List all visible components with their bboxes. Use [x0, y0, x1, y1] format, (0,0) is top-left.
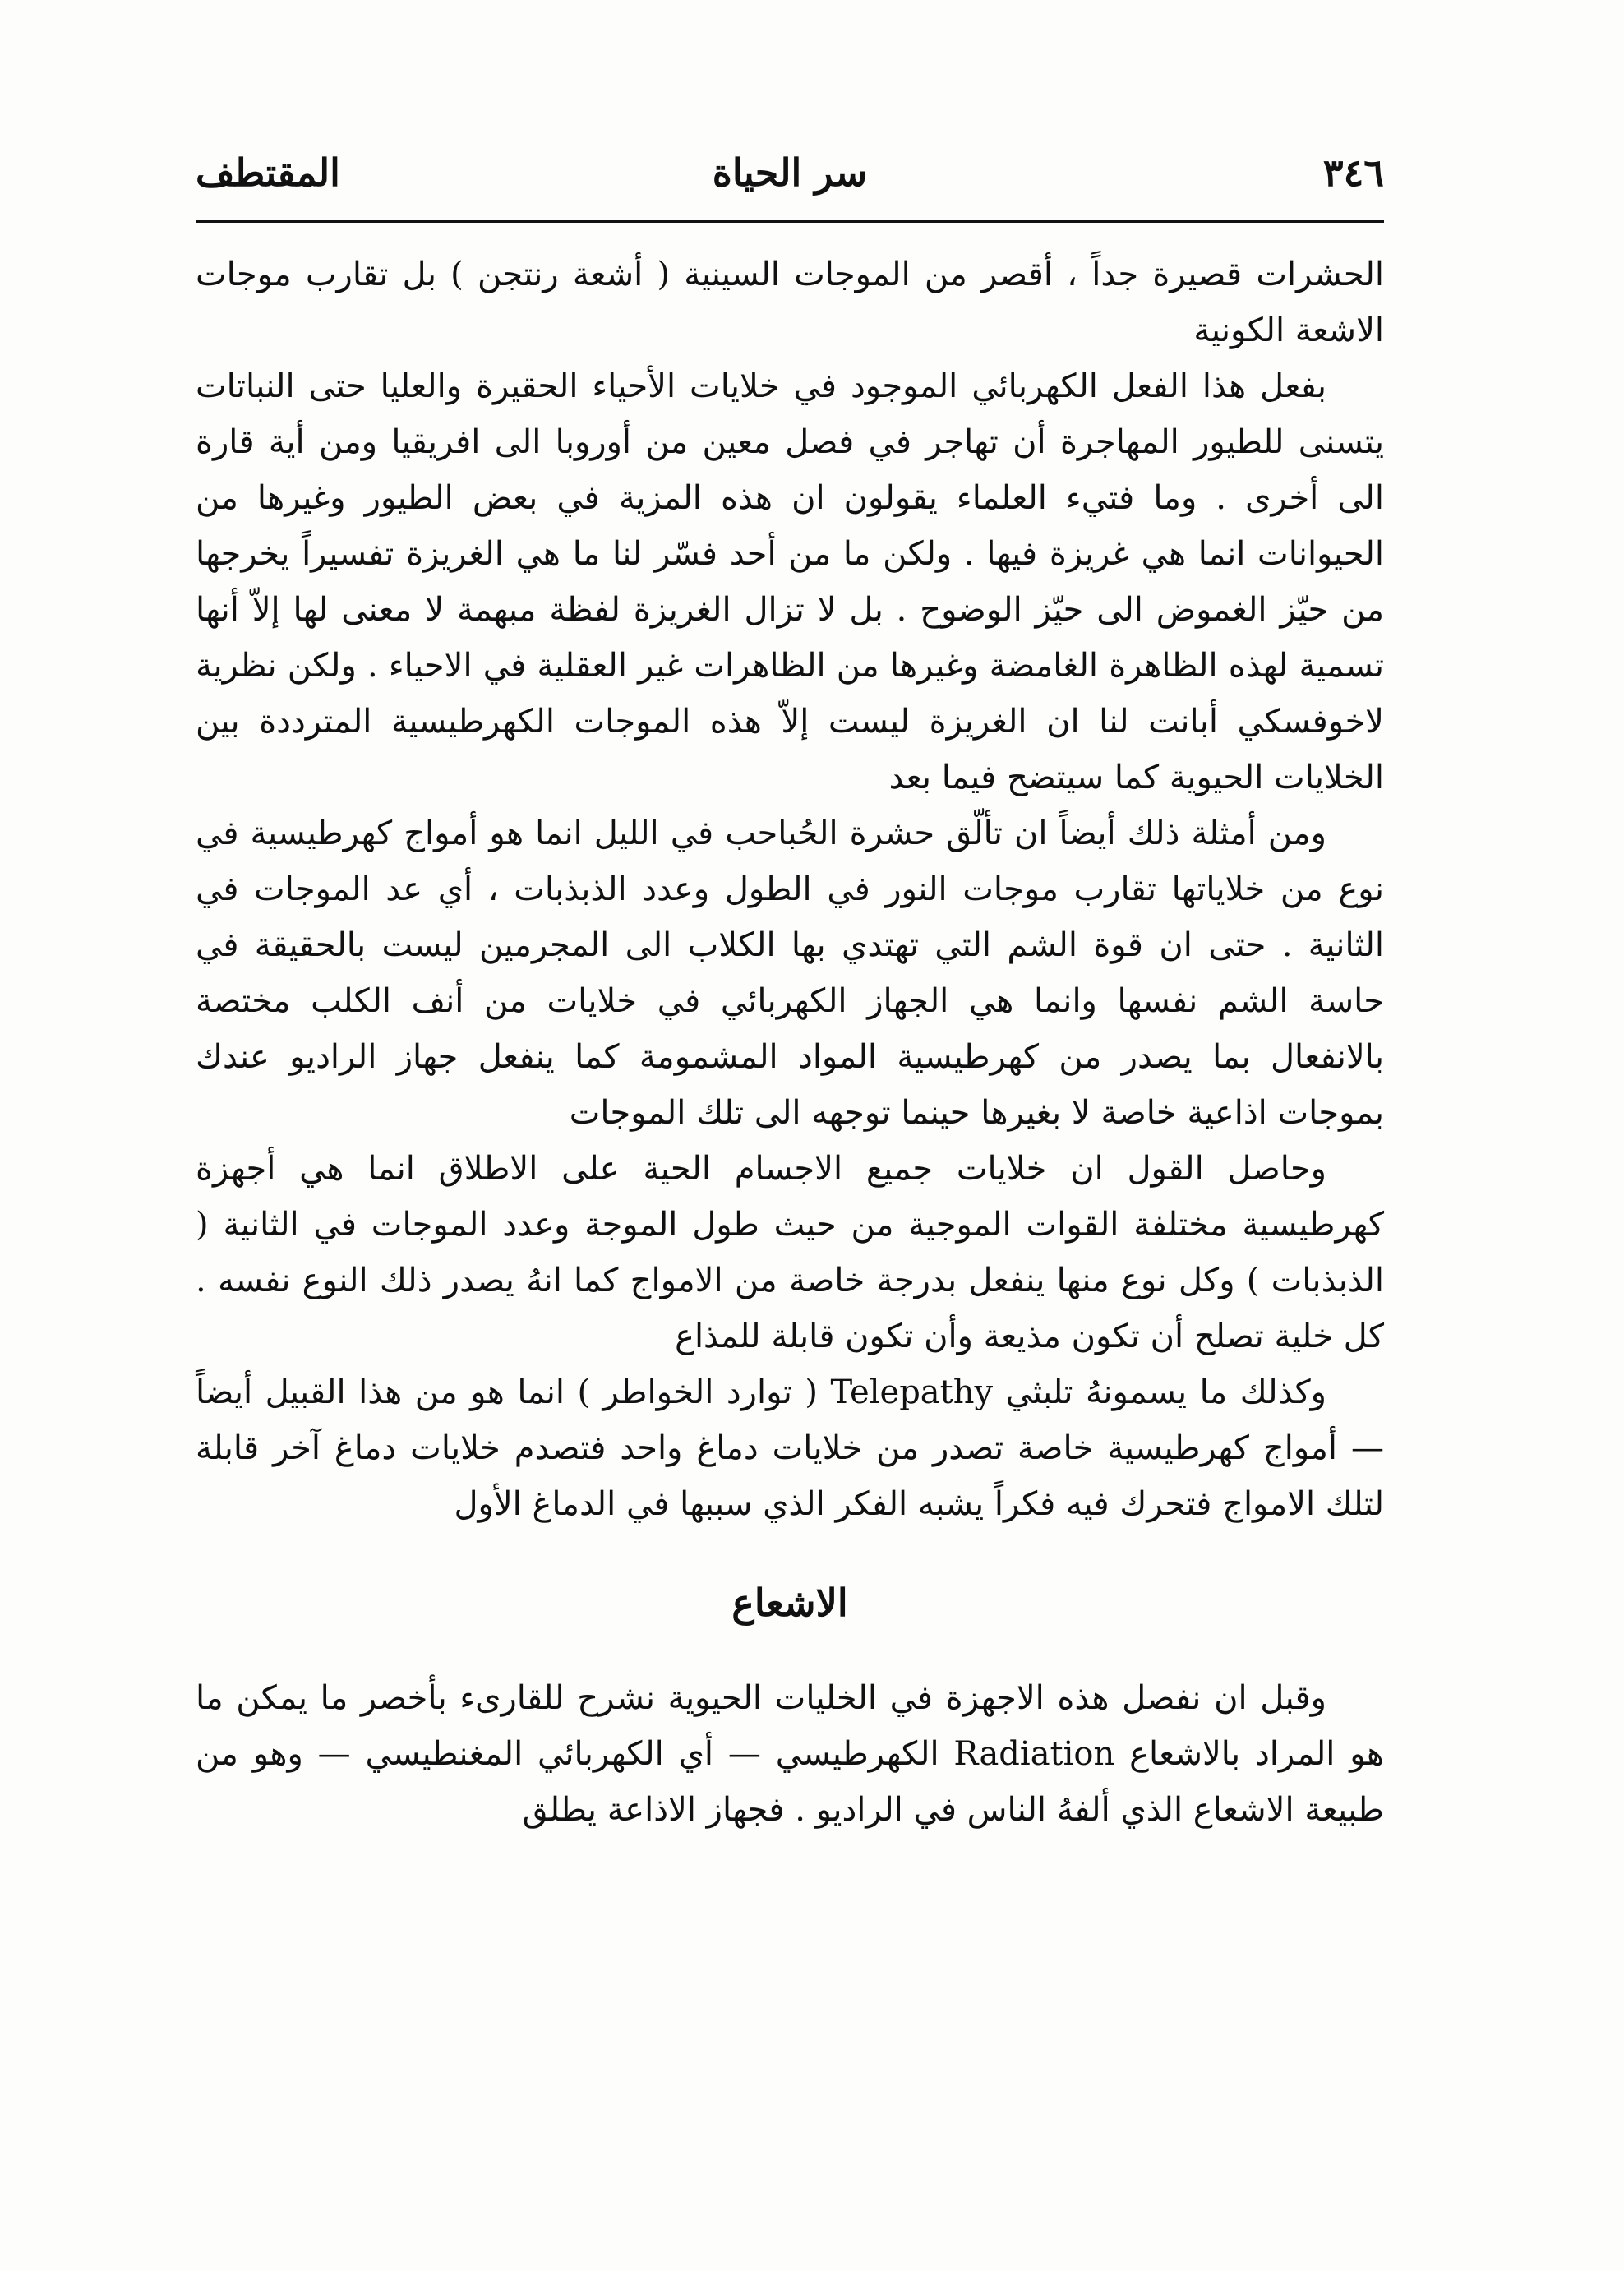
radiation-text-before: وقبل ان نفصل هذه الاجهزة في الخليات الحيوية نشرح للقارىء بأخصر ما يمكن ما هو المراد بالاشعاع: [196, 1679, 1385, 1773]
paragraph-telepathy: [196, 1364, 1384, 1532]
telepathy-latin-term: Telepathy: [830, 1373, 994, 1411]
paragraph-4: وحاصل القول ان خلايات جميع الاجسام الحية على الاطلاق انما هي أجهزة كهرطيسية مختلفة القوات الموجية من حيث طول الموجة وعدد الموجات في الثانية ( الذبذبات ) وكل نوع منها ينفعل بدرجة خاصة من الامواج كما انهُ يصدر ذلك النوع نفسه . كل خلية تصلح أن تكون مذيعة وأن تكون قابلة للمذاع: [196, 1150, 1384, 1355]
radiation-text-after: الكهرطيسي — أي الكهربائي المغنطيسي — وهو من طبيعة الاشعاع الذي ألفهُ الناس في الراديو . فجهاز الاذاعة يطلق: [196, 1735, 1384, 1829]
paragraph-2: بفعل هذا الفعل الكهربائي الموجود في خلايات الأحياء الحقيرة والعليا حتى النباتات يتسنى للطيور المهاجرة أن تهاجر في فصل معين من أوروبا الى افريقيا ومن أية قارة الى أخرى . وما فتيء العلماء يقولون ان هذه المزية في بعض الطيور وغيرها من الحيوانات انما هي غريزة فيها . ولكن ما من أحد فسّر لنا ما هي الغريزة تفسيراً يخرجها من حيّز الغموض الى حيّز الوضوح . بل لا تزال الغريزة لفظة مبهمة لا معنى لها إلاّ أنها تسمية لهذه الظاهرة الغامضة وغيرها من الظاهرات غير العقلية في الاحياء . ولكن نظرية لاخوفسكي أبانت لنا ان الغريزة ليست إلاّ هذه الموجات الكهرطيسية المترددة بين الخلايات الحيوية كما سيتضح فيما بعد: [196, 367, 1384, 796]
page-header: [196, 136, 1384, 210]
running-title: سر الحياة: [712, 150, 868, 195]
header-rule: [196, 220, 1384, 223]
telepathy-text-before: وكذلك ما يسمونهُ تلبثي: [1005, 1373, 1326, 1411]
article-body: [196, 247, 1384, 1838]
section-heading: الاشعاع: [731, 1581, 848, 1625]
paragraph-1: الحشرات قصيرة جداً ، أقصر من الموجات السينية ( أشعة رنتجن ) بل تقارب موجات الاشعة الكونية: [196, 256, 1384, 349]
paragraph-3: ومن أمثلة ذلك أيضاً ان تألّق حشرة الحُباحب في الليل انما هو أمواج كهرطيسية في نوع من خلاياتها تقارب موجات النور في الطول وعدد الذبذبات ، أي عد الموجات في الثانية . حتى ان قوة الشم التي تهتدي بها الكلاب الى المجرمين ليست بالحقيقة في حاسة الشم نفسها وانما هي الجهاز الكهربائي في خلايات من أنف الكلب مختصة بالانفعال بما يصدر من كهرطيسية المواد المشمومة كما ينفعل جهاز الراديو عندك بموجات اذاعية خاصة لا بغيرها حينما توجهه الى تلك الموجات: [196, 815, 1384, 1132]
page-number: ٣٤٦: [1322, 150, 1384, 195]
radiation-latin-term: Radiation: [953, 1735, 1115, 1773]
journal-name: المقتطف: [196, 150, 340, 195]
paragraph-radiation: [196, 1670, 1384, 1838]
telepathy-text-after: ( توارد الخواطر ) انما هو من هذا القبيل أيضاً — أمواج كهرطيسية خاصة تصدر من خلايات دماغ واحد فتصدم خلايات دماغ آخر قابلة لتلك الامواج فتحرك فيه فكراً يشبه الفكر الذي سببها في الدماغ الأول: [196, 1373, 1384, 1523]
